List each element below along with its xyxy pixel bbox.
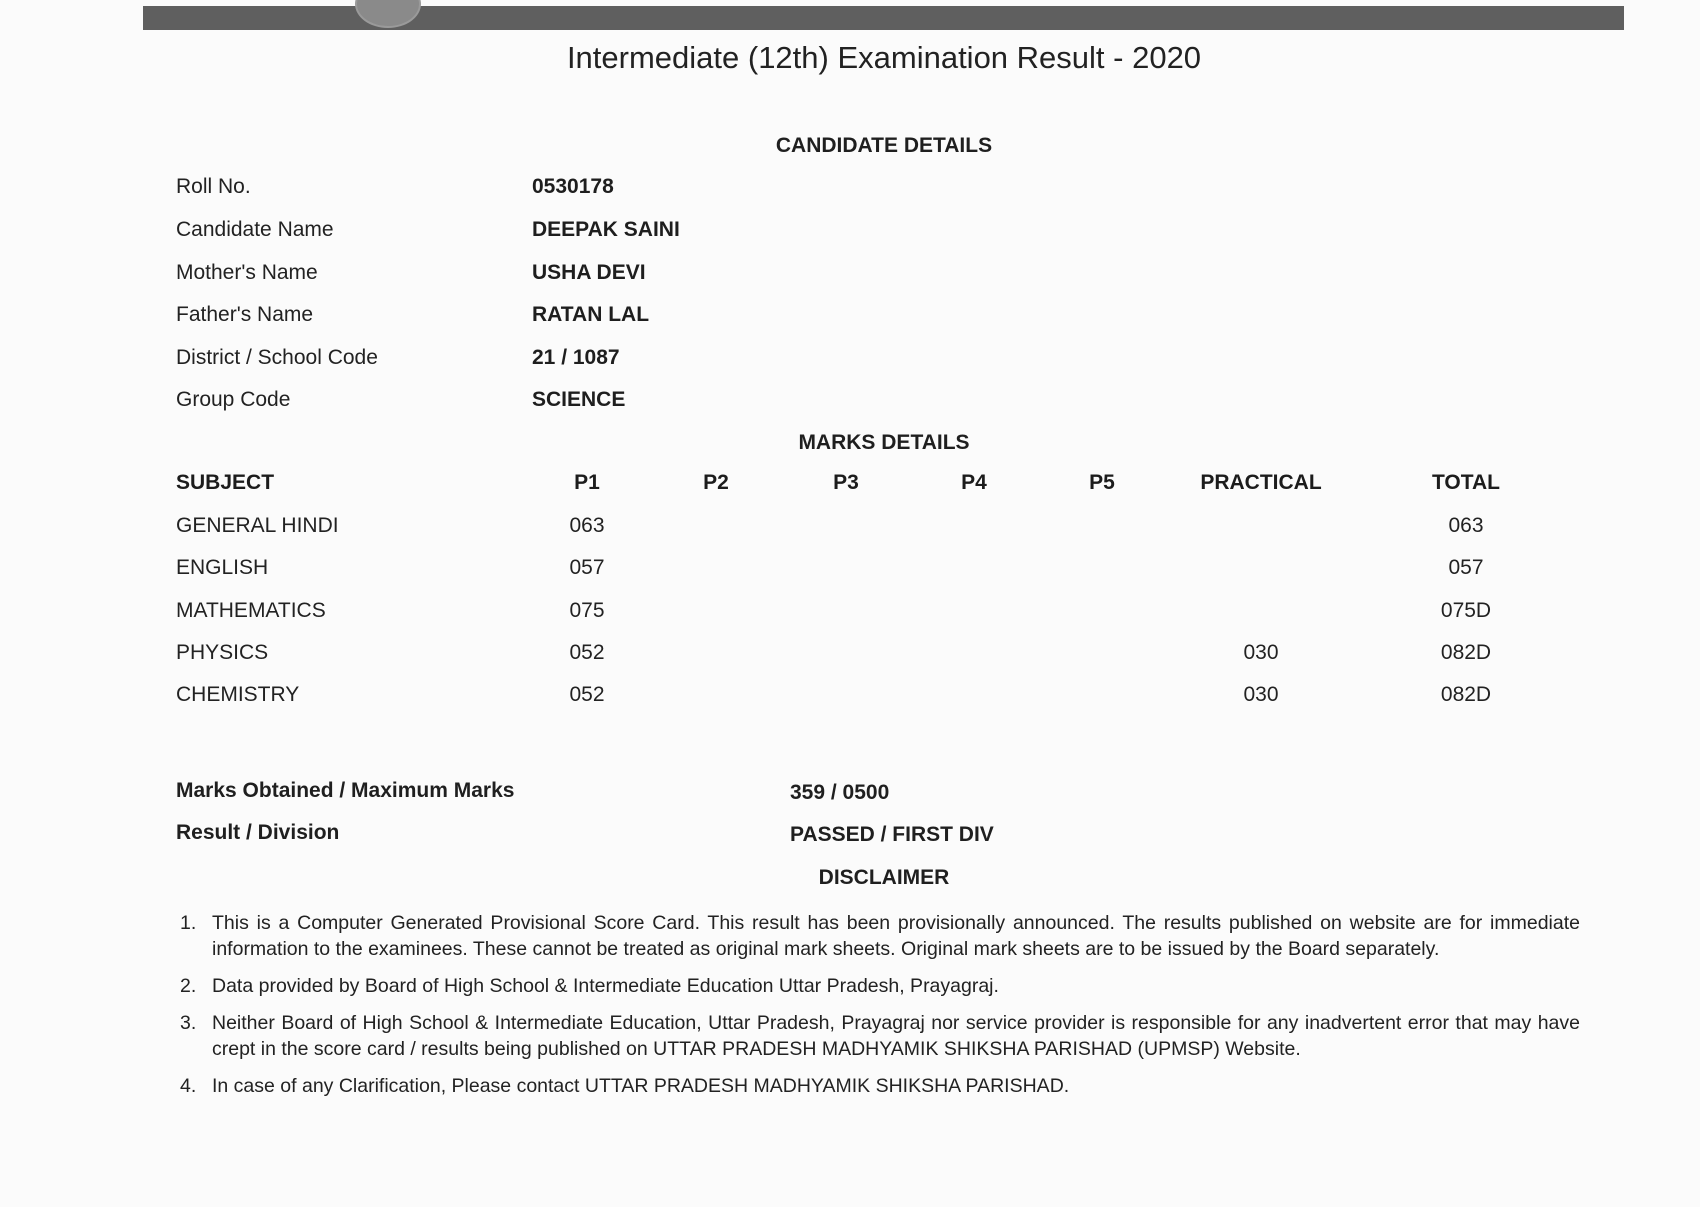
- item-text: Neither Board of High School & Intermediate Education, Uttar Pradesh, Prayagraj nor service provider is responsible for any inadvertent error that may have crept in the score card / results being published on UTTAR PRADESH MADHYAMIK SHIKSHA PARISHAD (UPMSP) Website.: [212, 1012, 1580, 1060]
- subject-cell: CHEMISTRY: [176, 683, 300, 706]
- column-header-p5: P5: [1089, 471, 1115, 494]
- p1-cell: 063: [569, 514, 605, 537]
- column-header-p2: P2: [703, 471, 729, 494]
- table-row: [176, 683, 1566, 719]
- board-seal-icon: [355, 0, 421, 28]
- field-value: RATAN LAL: [532, 303, 650, 326]
- subject-cell: ENGLISH: [176, 556, 269, 579]
- disclaimer-heading: DISCLAIMER: [818, 866, 950, 889]
- list-item: [180, 973, 1580, 999]
- p1-cell: 057: [569, 556, 605, 579]
- column-header-total: TOTAL: [1431, 471, 1501, 494]
- field-value: 21 / 1087: [532, 346, 620, 369]
- disclaimer-list: [180, 910, 1580, 1110]
- list-item: [180, 1010, 1580, 1062]
- column-header-practical: PRACTICAL: [1200, 471, 1322, 494]
- subject-cell: MATHEMATICS: [176, 599, 326, 622]
- column-header-p1: P1: [574, 471, 600, 494]
- candidate-details-heading: CANDIDATE DETAILS: [775, 134, 993, 157]
- marks-details-heading: MARKS DETAILS: [798, 431, 970, 454]
- item-text: This is a Computer Generated Provisional Score Card. This result has been provisionally announced. The results published on website are for immediate information to the examinees. These cannot be treated as original mark sheets. Original mark sheets are to be issued by the Board separately.: [212, 912, 1580, 960]
- table-row: [176, 514, 1566, 550]
- column-header-p3: P3: [833, 471, 859, 494]
- total-cell: 082D: [1440, 641, 1492, 664]
- page-title: Intermediate (12th) Examination Result - 2020: [566, 40, 1202, 75]
- field-value: DEEPAK SAINI: [532, 218, 680, 241]
- p1-cell: 052: [569, 683, 605, 706]
- list-item: [180, 910, 1580, 962]
- field-label: Roll No.: [176, 175, 251, 198]
- marks-table-header: [176, 471, 1566, 501]
- marks-obtained-value: 359 / 0500: [790, 781, 890, 804]
- result-division-value: PASSED / FIRST DIV: [790, 823, 994, 846]
- practical-cell: 030: [1243, 683, 1279, 706]
- item-number: 4.: [180, 1075, 197, 1097]
- total-cell: 075D: [1440, 599, 1492, 622]
- header-bar: [143, 6, 1624, 30]
- total-cell: 063: [1448, 514, 1484, 537]
- field-label: Candidate Name: [176, 218, 334, 241]
- table-row: [176, 641, 1566, 677]
- item-number: 1.: [180, 912, 197, 934]
- field-label: District / School Code: [176, 346, 378, 369]
- field-label: Mother's Name: [176, 261, 318, 284]
- list-item: [180, 1073, 1580, 1099]
- column-header-p4: P4: [961, 471, 987, 494]
- column-header-subject: SUBJECT: [176, 471, 275, 494]
- item-number: 3.: [180, 1012, 197, 1034]
- field-value: SCIENCE: [532, 388, 626, 411]
- item-number: 2.: [180, 975, 197, 997]
- subject-cell: GENERAL HINDI: [176, 514, 339, 537]
- field-label: Father's Name: [176, 303, 314, 326]
- p1-cell: 052: [569, 641, 605, 664]
- item-text: In case of any Clarification, Please contact UTTAR PRADESH MADHYAMIK SHIKSHA PARISHAD.: [212, 1075, 1070, 1097]
- field-value: 0530178: [532, 175, 614, 198]
- result-division-label: Result / Division: [176, 821, 340, 844]
- field-label: Group Code: [176, 388, 291, 411]
- marks-obtained-label: Marks Obtained / Maximum Marks: [176, 779, 515, 802]
- table-row: [176, 599, 1566, 635]
- total-cell: 082D: [1440, 683, 1492, 706]
- practical-cell: 030: [1243, 641, 1279, 664]
- p1-cell: 075: [569, 599, 605, 622]
- total-cell: 057: [1448, 556, 1484, 579]
- table-row: [176, 556, 1566, 592]
- field-value: USHA DEVI: [532, 261, 646, 284]
- subject-cell: PHYSICS: [176, 641, 269, 664]
- item-text: Data provided by Board of High School & Intermediate Education Uttar Pradesh, Prayagraj.: [212, 975, 999, 997]
